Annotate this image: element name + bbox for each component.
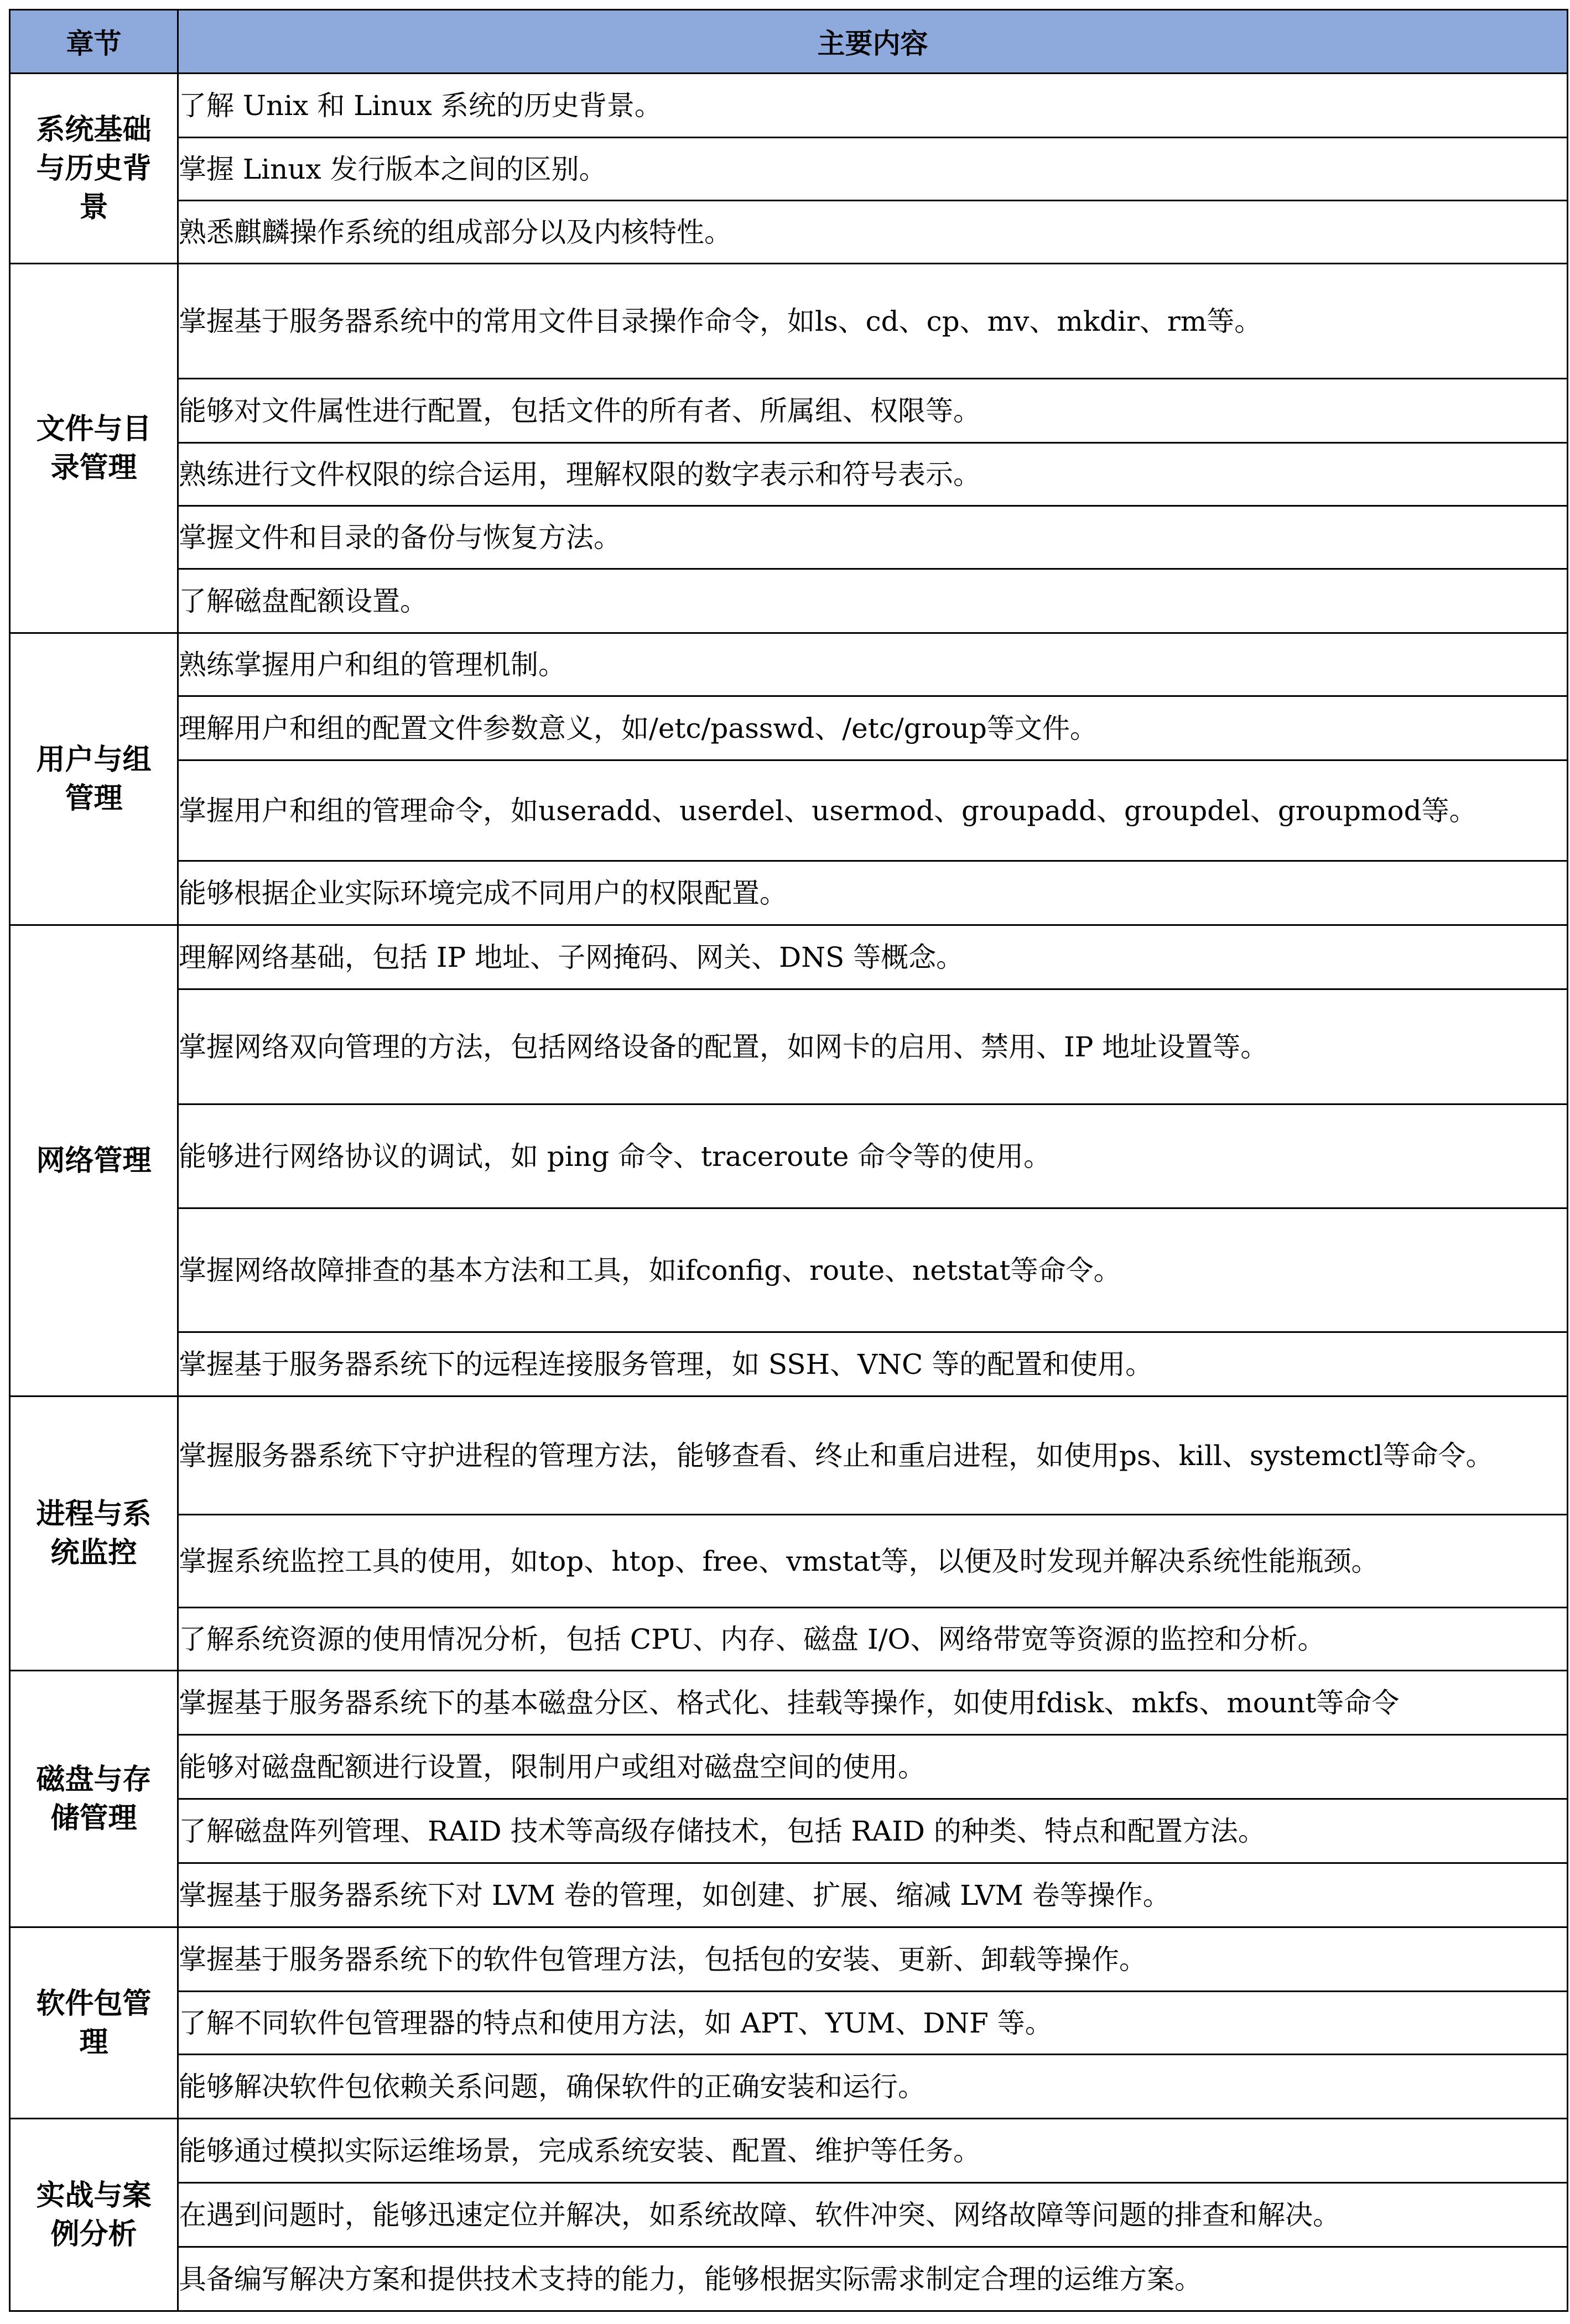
content-item: 掌握网络故障排查的基本方法和工具，如ifconfig、route、netstat等命令。 [178, 1208, 1568, 1332]
content-item: 了解磁盘阵列管理、RAID 技术等高级存储技术，包括 RAID 的种类、特点和配置方法。 [178, 1799, 1568, 1863]
content-item: 掌握基于服务器系统下对 LVM 卷的管理，如创建、扩展、缩减 LVM 卷等操作。 [178, 1863, 1568, 1927]
content-item: 掌握基于服务器系统下的软件包管理方法，包括包的安装、更新、卸载等操作。 [178, 1927, 1568, 1992]
content-item: 了解 Unix 和 Linux 系统的历史背景。 [178, 74, 1568, 138]
content-item: 掌握基于服务器系统下的基本磁盘分区、格式化、挂载等操作，如使用fdisk、mkfs、mount等命令 [178, 1671, 1568, 1735]
table-row [10, 2055, 1568, 2119]
content-item: 掌握基于服务器系统中的常用文件目录操作命令，如ls、cd、cp、mv、mkdir、rm等。 [178, 264, 1568, 379]
table-row [10, 1397, 1568, 1515]
table-row [10, 2183, 1568, 2247]
content-item: 掌握服务器系统下守护进程的管理方法，能够查看、终止和重启进程，如使用ps、kill、systemctl等命令。 [178, 1397, 1568, 1515]
table-row [10, 633, 1568, 696]
table-row [10, 696, 1568, 760]
chapter-cell: 系统基础 与历史背 景 [10, 74, 178, 264]
content-item: 熟练进行文件权限的综合运用，理解权限的数字表示和符号表示。 [178, 443, 1568, 506]
content-item: 了解系统资源的使用情况分析，包括 CPU、内存、磁盘 I/O、网络带宽等资源的监控和分析。 [178, 1608, 1568, 1671]
table-row [10, 74, 1568, 138]
table-row [10, 760, 1568, 861]
table-row [10, 2247, 1568, 2311]
content-item: 掌握文件和目录的备份与恢复方法。 [178, 506, 1568, 569]
content-item: 具备编写解决方案和提供技术支持的能力，能够根据实际需求制定合理的运维方案。 [178, 2247, 1568, 2311]
content-item: 理解用户和组的配置文件参数意义，如/etc/passwd、/etc/group等文件。 [178, 696, 1568, 760]
table-row [10, 569, 1568, 633]
table-row [10, 1515, 1568, 1608]
content-table [9, 9, 1568, 2312]
content-item: 能够根据企业实际环境完成不同用户的权限配置。 [178, 861, 1568, 925]
content-item: 掌握基于服务器系统下的远程连接服务管理，如 SSH、VNC 等的配置和使用。 [178, 1332, 1568, 1397]
table-row [10, 1735, 1568, 1799]
content-item: 了解磁盘配额设置。 [178, 569, 1568, 633]
table-row [10, 1799, 1568, 1863]
content-item: 掌握用户和组的管理命令，如useradd、userdel、usermod、groupadd、groupdel、groupmod等。 [178, 760, 1568, 861]
header-row [10, 10, 1568, 74]
content-item: 在遇到问题时，能够迅速定位并解决，如系统故障、软件冲突、网络故障等问题的排查和解决。 [178, 2183, 1568, 2247]
content-item: 熟悉麒麟操作系统的组成部分以及内核特性。 [178, 201, 1568, 264]
table-row [10, 1927, 1568, 1992]
content-item: 掌握 Linux 发行版本之间的区别。 [178, 138, 1568, 201]
table-body [10, 74, 1568, 2311]
content-item: 理解网络基础，包括 IP 地址、子网掩码、网关、DNS 等概念。 [178, 925, 1568, 989]
chapter-cell: 网络管理 [10, 925, 178, 1397]
table-row [10, 138, 1568, 201]
chapter-cell: 进程与系 统监控 [10, 1397, 178, 1671]
table-row [10, 861, 1568, 925]
table-row [10, 1104, 1568, 1208]
table-row [10, 379, 1568, 443]
content-item: 能够解决软件包依赖关系问题，确保软件的正确安装和运行。 [178, 2055, 1568, 2119]
chapter-cell: 文件与目 录管理 [10, 264, 178, 633]
table-row [10, 1208, 1568, 1332]
table-row [10, 1671, 1568, 1735]
table-row [10, 1863, 1568, 1927]
table-row [10, 1992, 1568, 2055]
table-row [10, 2119, 1568, 2183]
content-item: 掌握系统监控工具的使用，如top、htop、free、vmstat等，以便及时发现并解决系统性能瓶颈。 [178, 1515, 1568, 1608]
header-chapter: 章节 [10, 10, 178, 74]
content-item: 熟练掌握用户和组的管理机制。 [178, 633, 1568, 696]
chapter-cell: 软件包管 理 [10, 1927, 178, 2119]
chapter-cell: 磁盘与存 储管理 [10, 1671, 178, 1927]
table-row [10, 1608, 1568, 1671]
table-row [10, 506, 1568, 569]
content-item: 能够对文件属性进行配置，包括文件的所有者、所属组、权限等。 [178, 379, 1568, 443]
table-row [10, 201, 1568, 264]
table-row [10, 1332, 1568, 1397]
content-item: 能够进行网络协议的调试，如 ping 命令、traceroute 命令等的使用。 [178, 1104, 1568, 1208]
table-row [10, 925, 1568, 989]
chapter-cell: 用户与组 管理 [10, 633, 178, 925]
chapter-cell: 实战与案 例分析 [10, 2119, 178, 2311]
table-row [10, 264, 1568, 379]
content-item: 能够对磁盘配额进行设置，限制用户或组对磁盘空间的使用。 [178, 1735, 1568, 1799]
header-content: 主要内容 [178, 10, 1568, 74]
content-item: 掌握网络双向管理的方法，包括网络设备的配置，如网卡的启用、禁用、IP 地址设置等。 [178, 989, 1568, 1104]
table-row [10, 989, 1568, 1104]
content-item: 了解不同软件包管理器的特点和使用方法，如 APT、YUM、DNF 等。 [178, 1992, 1568, 2055]
content-item: 能够通过模拟实际运维场景，完成系统安装、配置、维护等任务。 [178, 2119, 1568, 2183]
table-row [10, 443, 1568, 506]
